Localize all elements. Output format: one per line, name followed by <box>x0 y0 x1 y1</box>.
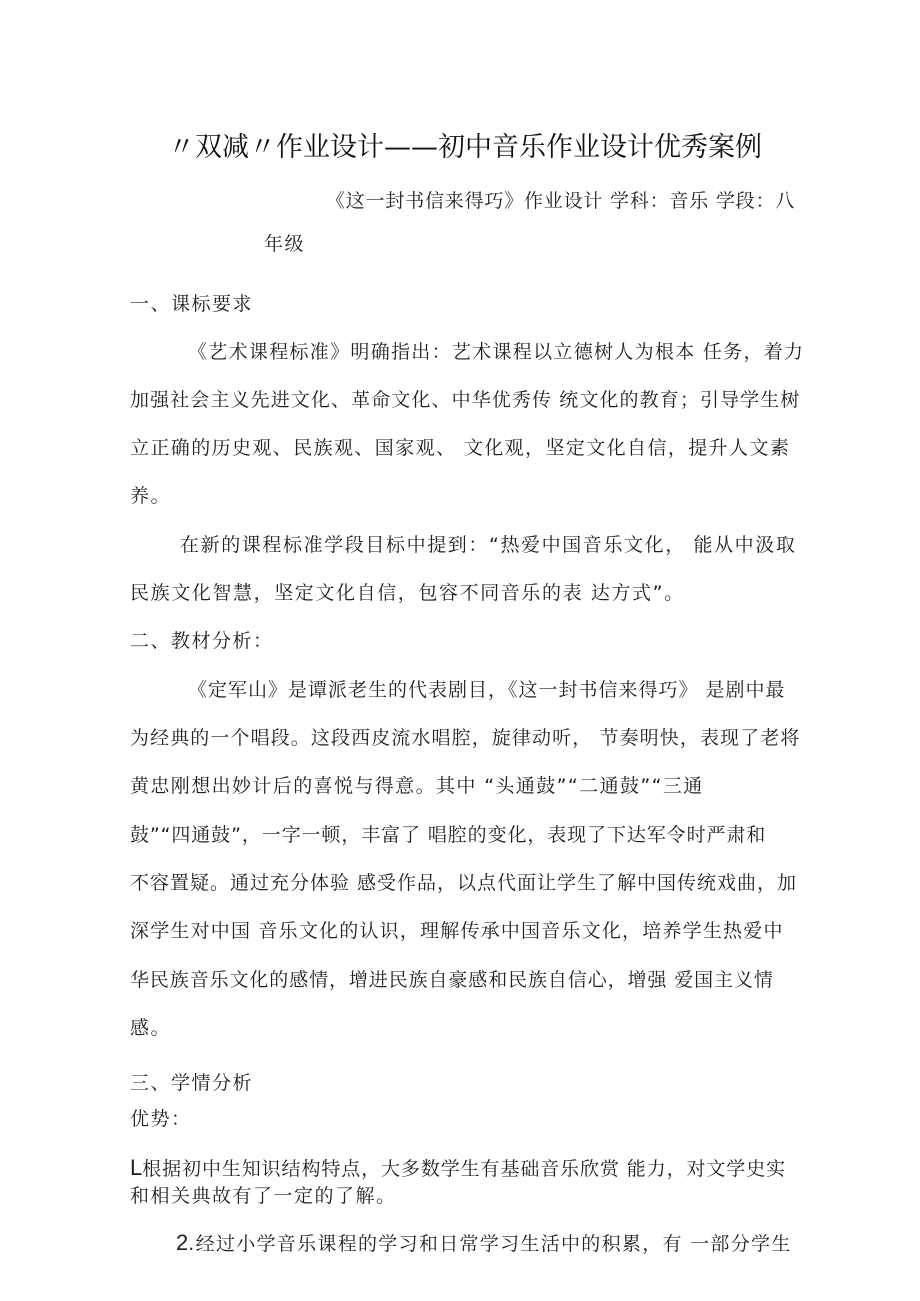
s1-p1-line-2: 加强社会主义先进文化、革命文化、中华优秀传 统文化的教育；引导学生树 <box>130 389 801 411</box>
s2-p1-line-2: 为经典的一个唱段。这段西皮流水唱腔，旋律动听， 节奏明快，表现了老将 <box>130 727 801 749</box>
s1-p1-line-1: 《艺术课程标准》明确指出：艺术课程以立德树人为根本 任务，着力 <box>188 341 805 363</box>
section-3-subheading: 优势： <box>130 1108 192 1130</box>
list-item-1-line-2: 和相关典故有了一定的了解。 <box>130 1185 397 1207</box>
section-1-heading: 一、课标要求 <box>130 293 254 315</box>
s1-p2-line-1: 在新的课程标准学段目标中提到：“热爱中国音乐文化， 能从中汲取 <box>180 534 797 556</box>
list-item-1-text: 根据初中生知识结构特点，大多数学生有基础音乐欣赏 能力，对文学史实 <box>142 1158 786 1180</box>
list-item-1-marker: L <box>130 1155 143 1180</box>
s1-p2-line-2: 民族文化智慧，坚定文化自信，包容不同音乐的表 达方式”。 <box>130 582 685 604</box>
list-item-2-text: .经过小学音乐课程的学习和日常学习生活中的积累，有 一部分学生 <box>188 1233 792 1255</box>
s1-p1-line-3: 立正确的历史观、民族观、国家观、 文化观，坚定文化自信，提升人文素 <box>130 437 791 459</box>
s2-p1-line-1: 《定军山》是谭派老生的代表剧目，《这一封书信来得巧》 是剧中最 <box>188 679 786 701</box>
s1-p1-line-4: 养。 <box>130 485 172 507</box>
section-3-heading: 三、学情分析 <box>130 1072 254 1094</box>
section-2-heading: 二、教材分析： <box>130 630 274 652</box>
s2-p1-line-8: 感。 <box>130 1017 172 1039</box>
s2-p1-line-4: 鼓”“四通鼓”，一字一顿，丰富了 唱腔的变化，表现了下达军令时严肃和 <box>130 824 767 846</box>
s2-p1-line-5: 不容置疑。通过充分体验 感受作品，以点代面让学生了解中国传统戏曲，加 <box>130 872 798 894</box>
s2-p1-line-3: 黄忠刚想出妙计后的喜悦与得意。其中 “头通鼓”“二通鼓”“三通 <box>130 775 704 797</box>
subtitle-line-2: 年级 <box>264 233 306 255</box>
subtitle-line-1: 《这一封书信来得巧》作业设计 学科：音乐 学段：八 <box>326 190 796 212</box>
list-item-1-line-1 <box>130 1154 786 1183</box>
document-title: 〃双减〃作业设计——初中音乐作业设计优秀案例 <box>168 132 762 163</box>
s2-p1-line-7: 华民族音乐文化的感情，增进民族自豪感和民族自信心，增强 爱国主义情 <box>130 969 774 991</box>
list-item-2-line-1 <box>176 1229 792 1258</box>
list-item-2-marker: 2 <box>176 1230 189 1255</box>
s2-p1-line-6: 深学生对中国 音乐文化的认识，理解传承中国音乐文化，培养学生热爱中 <box>130 920 784 942</box>
